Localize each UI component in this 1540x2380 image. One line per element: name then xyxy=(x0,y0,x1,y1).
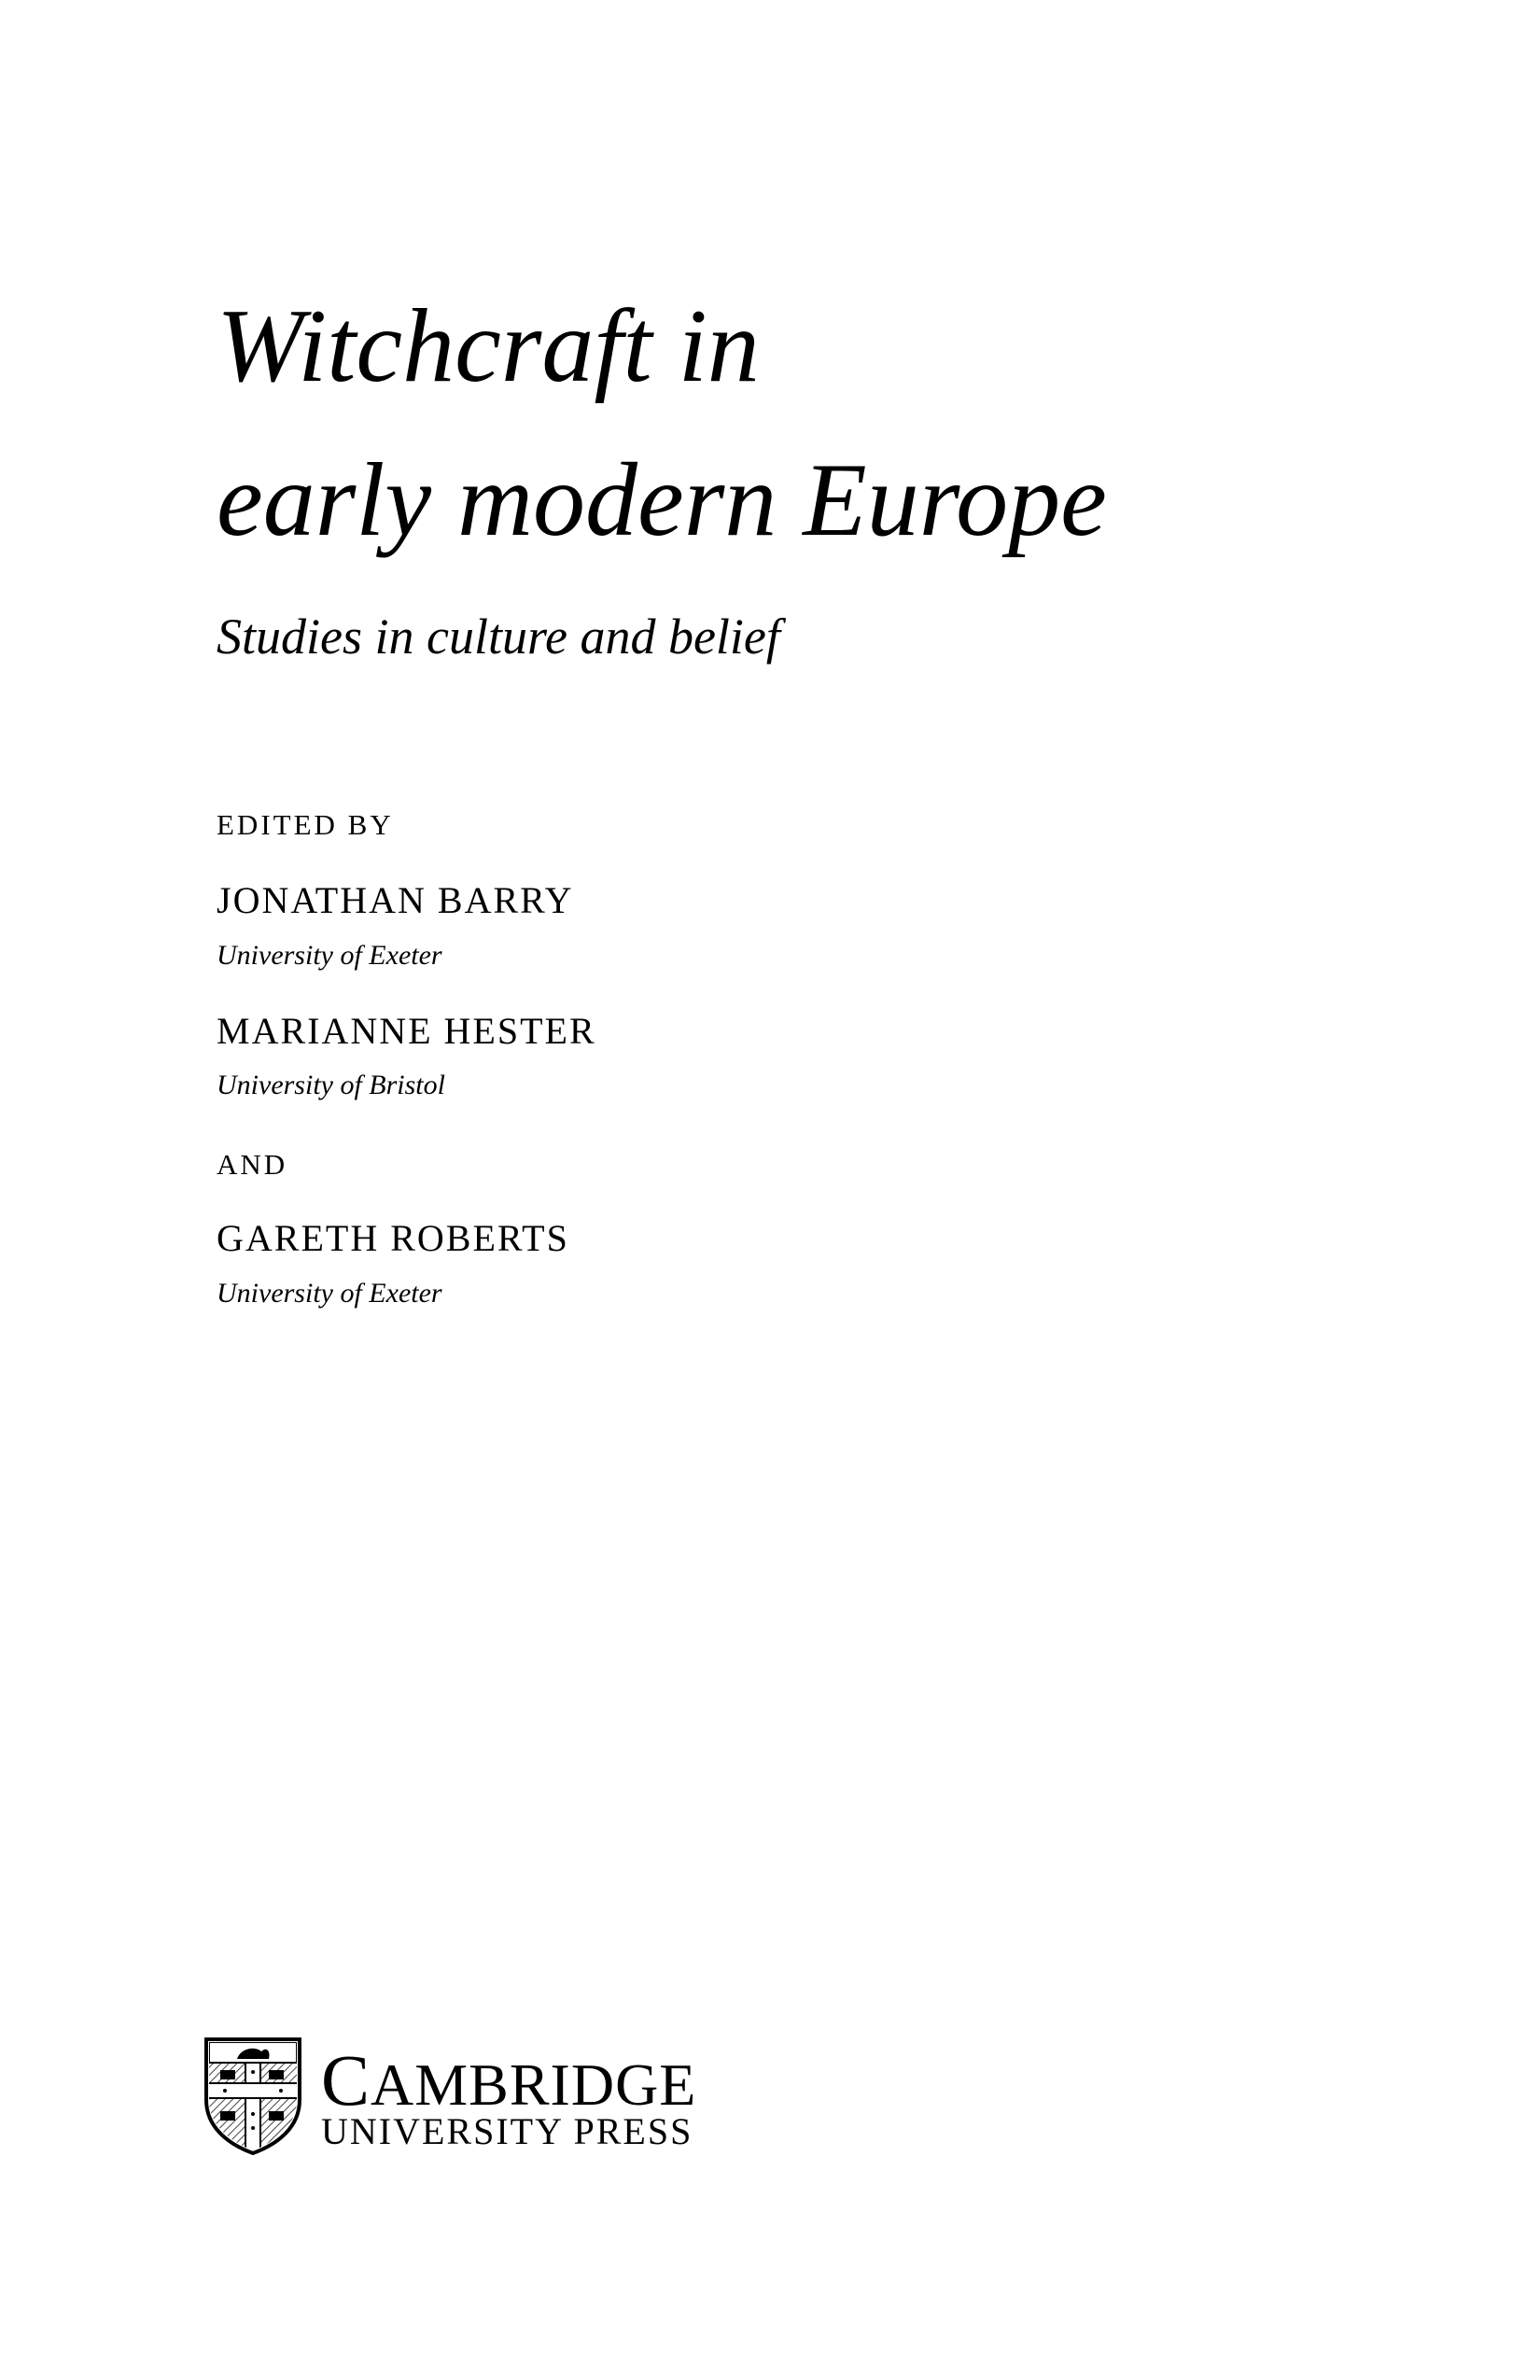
publisher-imprint xyxy=(202,2035,724,2156)
and-label: AND xyxy=(217,1148,288,1181)
editor-affiliation: University of Exeter xyxy=(217,940,442,971)
edited-by-label: EDITED BY xyxy=(217,808,394,841)
publisher-name-rest: AMBRIDGE xyxy=(371,2051,697,2118)
book-subtitle: Studies in culture and belief xyxy=(217,609,780,665)
editor-name: JONATHAN BARRY xyxy=(217,879,574,921)
book-title-line-2: early modern Europe xyxy=(217,442,1107,558)
cambridge-crest-icon xyxy=(202,2035,304,2156)
book-title-line-1: Witchcraft in xyxy=(217,288,760,404)
publisher-name xyxy=(321,2039,697,2121)
publisher-name-initial: C xyxy=(321,2039,371,2121)
editor-name: GARETH ROBERTS xyxy=(217,1217,569,1259)
publisher-subname: UNIVERSITY PRESS xyxy=(321,2110,693,2152)
editor-name: MARIANNE HESTER xyxy=(217,1010,596,1052)
editor-affiliation: University of Bristol xyxy=(217,1070,445,1100)
editor-affiliation: University of Exeter xyxy=(217,1278,442,1309)
